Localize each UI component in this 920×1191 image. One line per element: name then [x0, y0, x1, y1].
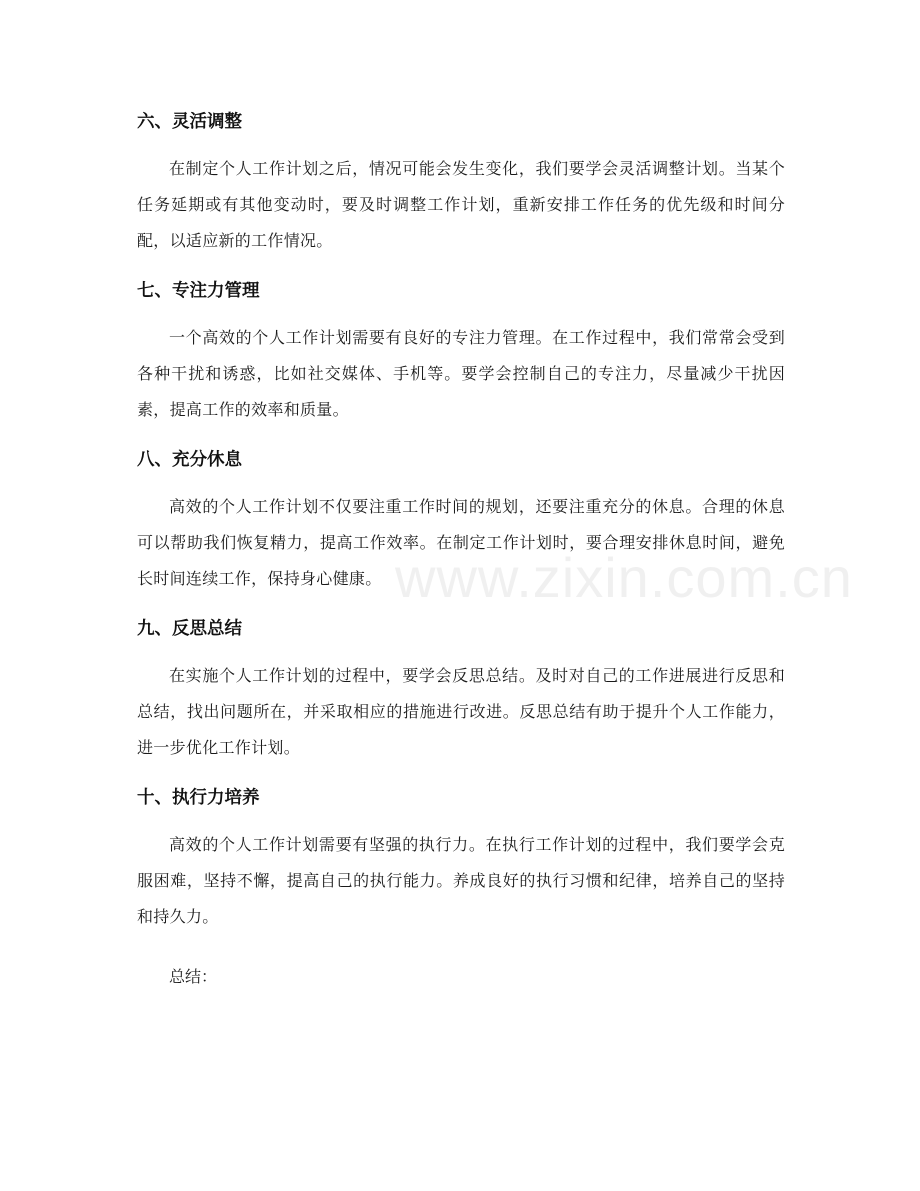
- section-paragraph: 高效的个人工作计划需要有坚强的执行力。在执行工作计划的过程中，我们要学会克服困难，坚持不懈，提高自己的执行能力。养成良好的执行习惯和纪律，培养自己的坚持和持久力。: [137, 835, 785, 926]
- watermark-text: www.zixin.com.cn: [395, 546, 853, 609]
- section-heading: 八、充分休息: [137, 450, 242, 470]
- section-focus-management: [137, 273, 785, 428]
- section-paragraph: 一个高效的个人工作计划需要有良好的专注力管理。在工作过程中，我们常常会受到各种干扰和诱惑，比如社交媒体、手机等。要学会控制自己的专注力，尽量减少干扰因素，提高工作的效率和质量。: [137, 328, 785, 419]
- section-reflection-summary: [137, 611, 785, 766]
- section-paragraph: 高效的个人工作计划不仅要注重工作时间的规划，还要注重充分的休息。合理的休息可以帮助我们恢复精力，提高工作效率。在制定工作计划时，要合理安排休息时间，避免长时间连续工作，保持身心健康。: [137, 497, 785, 588]
- summary-label: 总结：: [169, 967, 218, 986]
- section-heading: 十、执行力培养: [137, 788, 260, 808]
- section-execution: [137, 780, 785, 935]
- section-heading: 九、反思总结: [137, 619, 242, 639]
- section-heading: 六、灵活调整: [137, 112, 242, 132]
- document-content: [137, 104, 785, 995]
- section-adequate-rest: [137, 442, 785, 597]
- section-heading: 七、专注力管理: [137, 281, 260, 301]
- section-flexible-adjustment: [137, 104, 785, 259]
- section-paragraph: 在制定个人工作计划之后，情况可能会发生变化，我们要学会灵活调整计划。当某个任务延期或有其他变动时，要及时调整工作计划，重新安排工作任务的优先级和时间分配，以适应新的工作情况。: [137, 159, 785, 250]
- section-paragraph: 在实施个人工作计划的过程中，要学会反思总结。及时对自己的工作进展进行反思和总结，找出问题所在，并采取相应的措施进行改进。反思总结有助于提升个人工作能力，进一步优化工作计划。: [137, 666, 785, 757]
